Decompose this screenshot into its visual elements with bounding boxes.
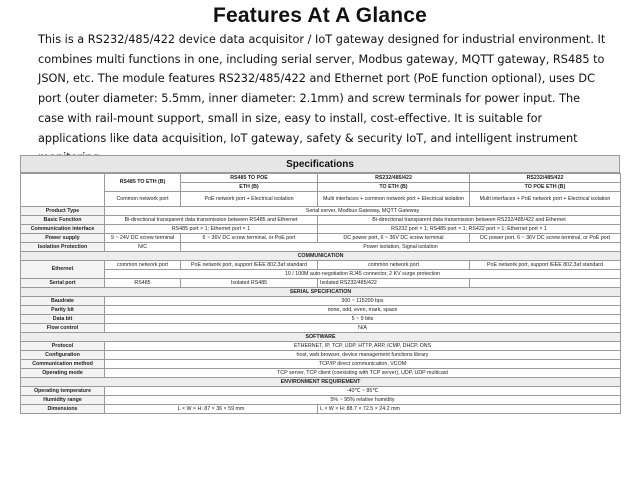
model-2-desc: PoE network port + Electrical isolation bbox=[181, 192, 318, 207]
model-1-name: RS485 TO ETH (B) bbox=[105, 174, 181, 192]
row-label: Operating mode bbox=[21, 369, 105, 378]
ethernet-common: 10 / 100M auto-negotiation RJ45 connector, 2 KV surge protection bbox=[105, 270, 621, 279]
model-4-name: RS232/485/422 bbox=[470, 174, 621, 183]
row-label: Isolation Protection bbox=[21, 243, 105, 252]
dimensions-1: L × W × H: 87 × 36 × 59 mm bbox=[105, 405, 318, 414]
serial-port-2: Isolated RS485 bbox=[181, 279, 318, 288]
temperature-value: -40℃ ~ 85℃ bbox=[105, 387, 621, 396]
flow-control-value: N/A bbox=[105, 324, 621, 333]
power-supply-3: DC power port, 6 ~ 36V DC screw terminal bbox=[318, 234, 470, 243]
serial-port-4 bbox=[470, 279, 621, 288]
protocol-value: ETHERNET, IP, TCP, UDP, HTTP, ARP, ICMP, DHCP, DNS bbox=[105, 342, 621, 351]
intro-paragraph: This is a RS232/485/422 device data acquisitor / IoT gateway designed for industrial environment. It combines multi functions in one, including serial server, Modbus gateway, MQTT gateway, RS485 to JSON, etc. The module features RS232/485/422 and Ethernet port (PoE function optional), uses DC port (outer diameter: 5.5mm, inner diameter: 2.1mm) and screw terminals for power input. The case with rail-mount support, small in size, easy to install, cost-effective. It is suitable for applications like data acquisition, IoT gateway, safety & security IoT, and intelligent instrument bbox=[38, 33, 606, 145]
row-label: Ethernet bbox=[21, 261, 105, 279]
baudrate-value: 300 ~ 115200 bps bbox=[105, 297, 621, 306]
row-label: Power supply bbox=[21, 234, 105, 243]
power-supply-1: 9 ~ 24V DC screw terminal bbox=[105, 234, 181, 243]
row-label: Flow control bbox=[21, 324, 105, 333]
row-label: Humidity range bbox=[21, 396, 105, 405]
model-4-sub: TO POE ETH (B) bbox=[470, 183, 621, 192]
row-label: Serial port bbox=[21, 279, 105, 288]
row-label: Product Type bbox=[21, 207, 105, 216]
section-header-communication: COMMUNICATION bbox=[21, 252, 621, 261]
section-header-environment: ENVIRONMENT REQUIREMENT bbox=[21, 378, 621, 387]
row-label: Communication interface bbox=[21, 225, 105, 234]
model-3-name: RS232/485/422 bbox=[318, 174, 470, 183]
row-label: Operating temperature bbox=[21, 387, 105, 396]
operating-mode-value: TCP server, TCP client (coexisting with TCP server), UDP, UDP multicast bbox=[105, 369, 621, 378]
serial-port-1: RS485 bbox=[105, 279, 181, 288]
ethernet-2: PoE network port, support IEEE 802.3af standard bbox=[181, 261, 318, 270]
humidity-value: 5% ~ 95% relative humidity bbox=[105, 396, 621, 405]
model-2-name: RS485 TO POE bbox=[181, 174, 318, 183]
dimensions-2: L × W × H: 88.7 × 72.5 × 24.2 mm bbox=[318, 405, 621, 414]
specifications-title: Specifications bbox=[20, 155, 620, 173]
section-header-serial: SERIAL SPECIFICATION bbox=[21, 288, 621, 297]
ethernet-3: common network port bbox=[318, 261, 470, 270]
row-label: Parity bit bbox=[21, 306, 105, 315]
row-label: Communication method bbox=[21, 360, 105, 369]
isolation-2: Power isolation, Signal isolation bbox=[181, 243, 621, 252]
row-label: Basic Function bbox=[21, 216, 105, 225]
model-4-desc: Multi interfaces + PoE network port + Electrical isolation bbox=[470, 192, 621, 207]
row-label: Dimensions bbox=[21, 405, 105, 414]
configuration-value: host, web browser, device management functions library bbox=[105, 351, 621, 360]
comm-interface-a: RS485 port × 1; Ethernet port × 1 bbox=[105, 225, 318, 234]
basic-function-a: Bi-directional transparent data transmission between RS485 and Ethernet bbox=[105, 216, 318, 225]
basic-function-b: Bi-directional transparent data transmission between RS232/485/422 and Ethernet bbox=[318, 216, 621, 225]
model-2-sub: ETH (B) bbox=[181, 183, 318, 192]
model-3-desc: Multi interfaces + common network port + Electrical isolation bbox=[318, 192, 470, 207]
comm-method-value: TCP/IP direct communication, VCOM bbox=[105, 360, 621, 369]
model-1-desc: Common network port bbox=[105, 192, 181, 207]
serial-port-3: Isolated RS232/485/422 bbox=[318, 279, 470, 288]
isolation-1: N/C bbox=[105, 243, 181, 252]
power-supply-4: DC power port, 6 ~ 36V DC screw terminal, or PoE port bbox=[470, 234, 621, 243]
corner-cell bbox=[21, 174, 105, 207]
specifications-table bbox=[20, 173, 621, 414]
parity-value: none, odd, even, mark, space bbox=[105, 306, 621, 315]
ethernet-4: PoE network port, support IEEE 802.3af standard bbox=[470, 261, 621, 270]
row-label: Baudrate bbox=[21, 297, 105, 306]
data-bit-value: 5 ~ 9 bits bbox=[105, 315, 621, 324]
product-type-value: Serial server, Modbus Gateway, MQTT Gateway bbox=[105, 207, 621, 216]
model-3-sub: TO ETH (B) bbox=[318, 183, 470, 192]
section-header-software: SOFTWARE bbox=[21, 333, 621, 342]
page-title: Features At A Glance bbox=[212, 4, 428, 27]
row-label: Protocol bbox=[21, 342, 105, 351]
comm-interface-b: RS232 port × 1; RS485 port × 1; RS422 port × 1; Ethernet port × 1 bbox=[318, 225, 621, 234]
power-supply-2: 6 ~ 36V DC screw terminal, or PoE port bbox=[181, 234, 318, 243]
row-label: Configuration bbox=[21, 351, 105, 360]
row-label: Data bit bbox=[21, 315, 105, 324]
ethernet-1: common network port bbox=[105, 261, 181, 270]
